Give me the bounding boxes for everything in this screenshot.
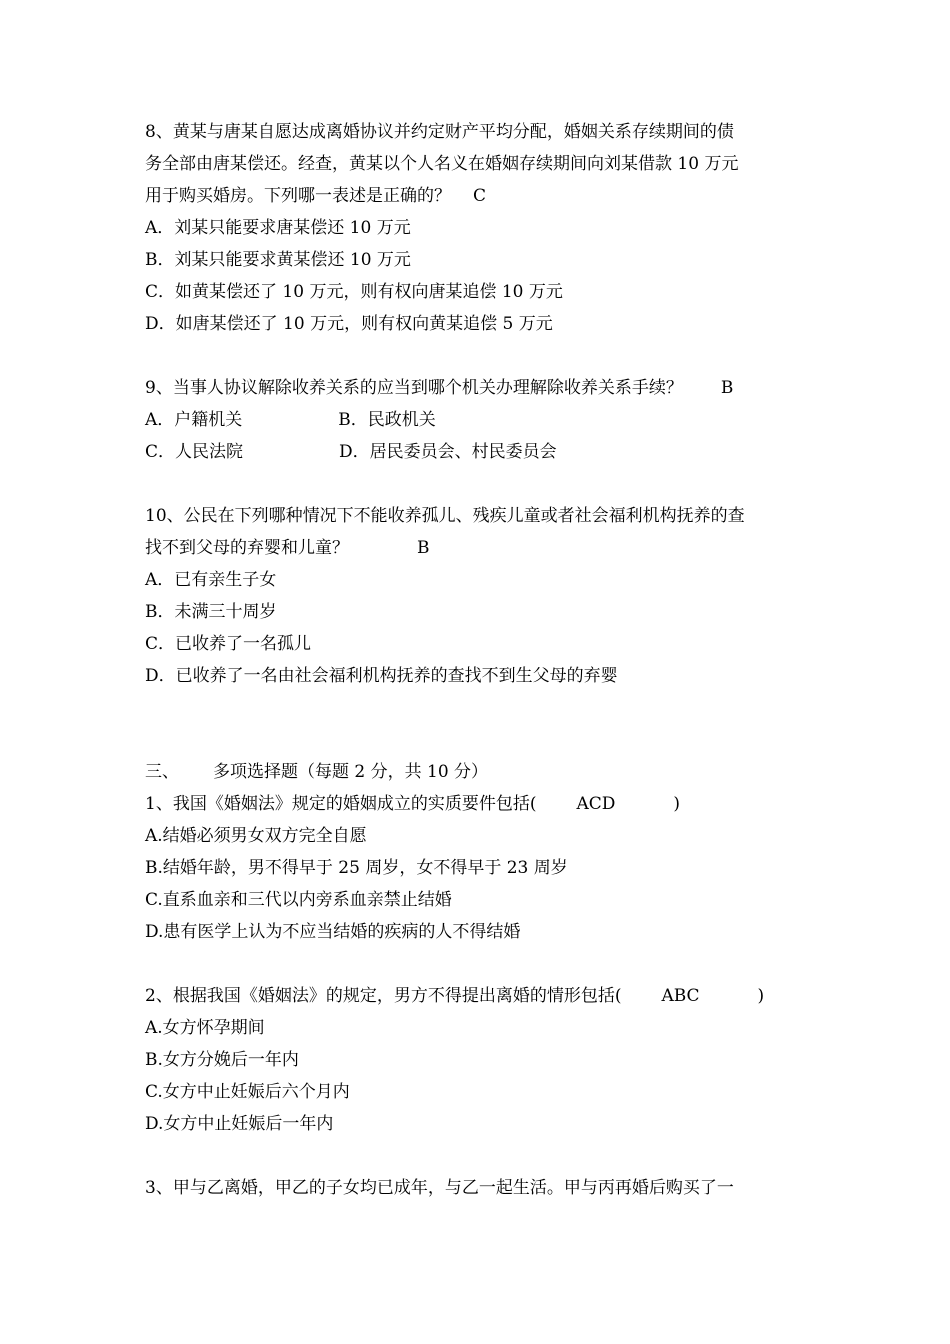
q9-option-c: C．人民法院 xyxy=(145,442,244,462)
q10-option-d: D．已收养了一名由社会福利机构抚养的查找不到生父母的弃婴 xyxy=(145,666,618,686)
q10-answer: B xyxy=(417,538,430,558)
q10-line-1: 10、公民在下列哪种情况下不能收养孤儿、残疾儿童或者社会福利机构抚养的查 xyxy=(145,506,745,526)
m2-option-a: A.女方怀孕期间 xyxy=(145,1018,265,1038)
q9-answer: B xyxy=(720,378,734,398)
m1-option-a: A.结婚必须男女双方完全自愿 xyxy=(145,826,367,846)
m2-option-c: C.女方中止妊娠后六个月内 xyxy=(145,1082,350,1102)
q8-stem-end: 用于购买婚房。下列哪一表述是正确的？ xyxy=(145,186,451,206)
q10-option-c: C．已收养了一名孤儿 xyxy=(145,634,312,654)
q9-stem: 9、当事人协议解除收养关系的应当到哪个机关办理解除收养关系手续？ xyxy=(145,378,683,398)
section-3-number: 三、 xyxy=(145,762,179,782)
q8-option-a: A．刘某只能要求唐某偿还 10 万元 xyxy=(145,218,411,238)
m1-stem-line xyxy=(145,793,680,815)
m1-answer: ACD xyxy=(576,794,616,814)
q10-option-a: A．已有亲生子女 xyxy=(145,570,277,590)
q10-line-2 xyxy=(145,537,430,559)
m1-close-paren: ) xyxy=(673,794,681,814)
q10-option-b: B．未满三十周岁 xyxy=(145,602,277,622)
m2-stem: 2、根据我国《婚姻法》的规定，男方不得提出离婚的情形包括( xyxy=(145,986,622,1006)
m1-option-b: B.结婚年龄，男不得早于 25 周岁，女不得早于 23 周岁 xyxy=(145,858,568,878)
section-3-heading xyxy=(145,761,488,783)
m1-option-c: C.直系血亲和三代以内旁系血亲禁止结婚 xyxy=(145,890,452,910)
q8-line-3 xyxy=(145,185,486,207)
m1-stem: 1、我国《婚姻法》规定的婚姻成立的实质要件包括( xyxy=(145,794,537,814)
q8-option-d: D．如唐某偿还了 10 万元，则有权向黄某追偿 5 万元 xyxy=(145,314,553,334)
m2-stem-line xyxy=(145,985,764,1007)
q8-option-c: C．如黄某偿还了 10 万元，则有权向唐某追偿 10 万元 xyxy=(145,282,563,302)
m2-option-b: B.女方分娩后一年内 xyxy=(145,1050,299,1070)
q10-stem-end: 找不到父母的弃婴和儿童？ xyxy=(145,538,349,558)
q8-line-1: 8、黄某与唐某自愿达成离婚协议并约定财产平均分配，婚姻关系存续期间的债 xyxy=(145,122,734,142)
q9-options-row-1 xyxy=(145,409,436,431)
m1-option-d: D.患有医学上认为不应当结婚的疾病的人不得结婚 xyxy=(145,922,521,942)
q9-option-a: A．户籍机关 xyxy=(145,410,243,430)
q9-line-1 xyxy=(145,377,733,399)
section-3-title: 多项选择题（每题 2 分，共 10 分） xyxy=(213,762,489,782)
m2-close-paren: ) xyxy=(757,986,765,1006)
m2-option-d: D.女方中止妊娠后一年内 xyxy=(145,1114,334,1134)
m3-line-1: 3、甲与乙离婚，甲乙的子女均已成年，与乙一起生活。甲与丙再婚后购买了一 xyxy=(145,1178,734,1198)
q9-option-b: B．民政机关 xyxy=(338,410,436,430)
q8-line-2: 务全部由唐某偿还。经查，黄某以个人名义在婚姻存续期间向刘某借款 10 万元 xyxy=(145,154,739,174)
q8-option-b: B．刘某只能要求黄某偿还 10 万元 xyxy=(145,250,411,270)
m2-answer: ABC xyxy=(661,986,700,1006)
q9-options-row-2 xyxy=(145,441,557,463)
q8-answer: C xyxy=(473,186,487,206)
q9-option-d: D．居民委员会、村民委员会 xyxy=(339,442,557,462)
